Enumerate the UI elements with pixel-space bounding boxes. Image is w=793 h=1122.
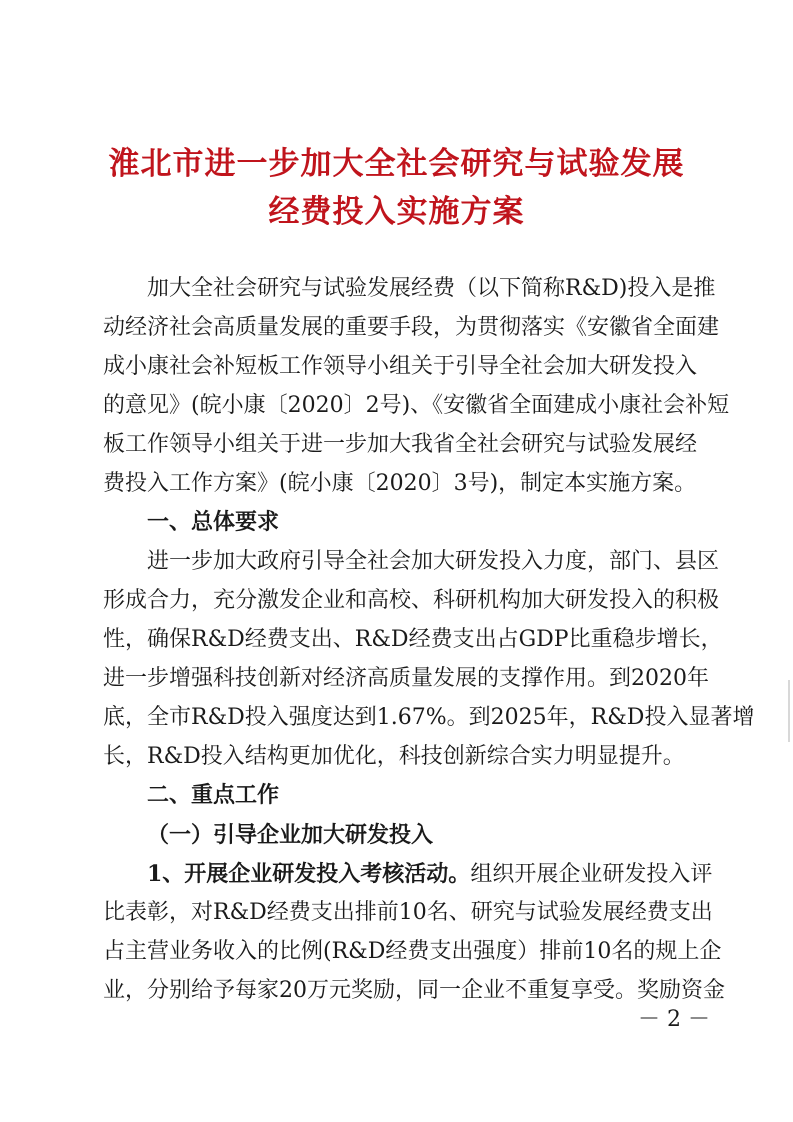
intro-line-3: 成小康社会补短板工作领导小组关于引导全社会加大研发投入 (103, 354, 698, 379)
item-1-line-4: 业，分别给予每家20万元奖励，同一企业不重复享受。奖励资金 (103, 978, 725, 1003)
section-1-line-2: 形成合力，充分激发企业和高校、科研机构加大研发投入的积极 (103, 588, 720, 613)
section-1-heading: 一、总体要求 (147, 510, 280, 535)
item-1-line-2: 比表彰，对R&D经费支出排前10名、研究与试验发展经费支出 (103, 900, 713, 925)
item-1-line-3: 占主营业务收入的比例(R&D经费支出强度）排前10名的规上企 (103, 939, 722, 964)
intro-line-6: 费投入工作方案》(皖小康〔2020〕3号)，制定本实施方案。 (103, 471, 697, 496)
section-1-line-1: 进一步加大政府引导全社会加大研发投入力度，部门、县区 (147, 549, 720, 574)
scan-edge-mark (788, 680, 790, 742)
page-number: － 2 － (638, 1007, 710, 1032)
item-1-first-line (147, 859, 713, 890)
item-1-first-text: 组织开展企业研发投入评 (470, 862, 713, 887)
document-title-line-2: 经费投入实施方案 (268, 194, 525, 230)
section-1-line-6: 长，R&D投入结构更加优化，科技创新综合实力明显提升。 (103, 744, 685, 769)
intro-line-4: 的意见》(皖小康〔2020〕2号)、《安徽省全面建成小康社会补短 (103, 393, 730, 418)
subsection-1-heading: （一）引导企业加大研发投入 (147, 822, 434, 848)
intro-line-1: 加大全社会研究与试验发展经费（以下简称R&D)投入是推 (147, 276, 716, 301)
item-1-lead: 1、开展企业研发投入考核活动。 (147, 861, 471, 887)
document-title-line-1: 淮北市进一步加大全社会研究与试验发展 (108, 146, 685, 182)
section-1-line-3: 性，确保R&D经费支出、R&D经费支出占GDP比重稳步增长， (103, 627, 723, 652)
section-1-line-5: 底，全市R&D投入强度达到1.67%。到2025年，R&D投入显著增 (103, 705, 755, 730)
section-2-heading: 二、重点工作 (147, 783, 280, 808)
intro-line-5: 板工作领导小组关于进一步加大我省全社会研究与试验发展经 (103, 432, 698, 457)
section-1-line-4: 进一步增强科技创新对经济高质量发展的支撑作用。到2020年 (103, 666, 709, 691)
intro-line-2: 动经济社会高质量发展的重要手段，为贯彻落实《安徽省全面建 (103, 315, 720, 340)
